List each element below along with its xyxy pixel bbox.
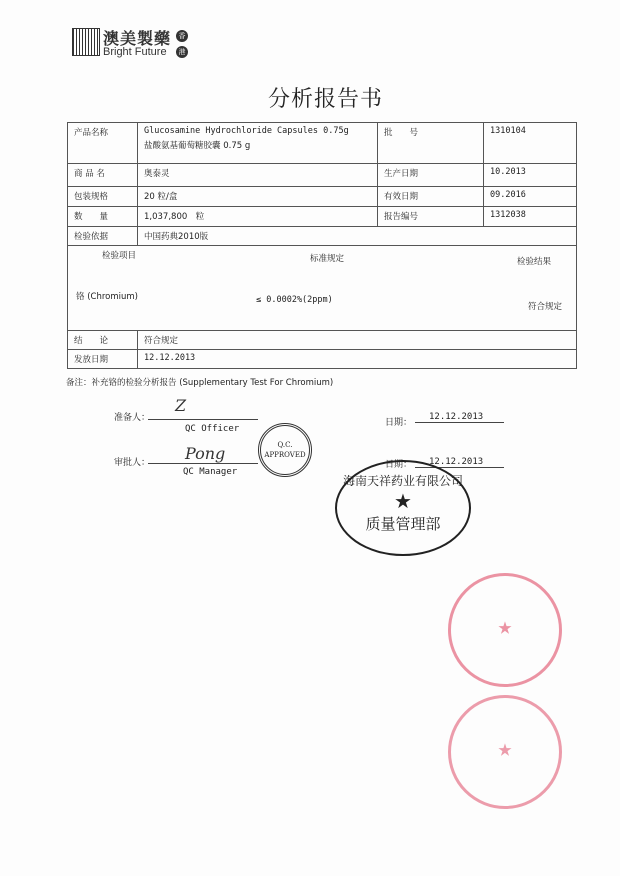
report-no-label: 报告编号 <box>378 207 484 227</box>
test-spec-header: 标准规定 <box>310 254 345 264</box>
test-spec: ≤ 0.0002%(2ppm) <box>256 295 333 305</box>
batch-value: 1310104 <box>484 123 577 164</box>
star-icon: ★ <box>394 489 412 513</box>
mfg-date-label: 生产日期 <box>378 164 484 187</box>
logo-badge: 香 <box>176 30 188 42</box>
red-stamp-1 <box>448 573 562 687</box>
company-stamp-dept: 质量管理部 <box>365 515 441 533</box>
issue-date-label: 发放日期 <box>68 350 138 369</box>
qc-approved-stamp: Q.C. APPROVED <box>258 423 312 477</box>
company-stamp-name: 海南天祥药业有限公司 <box>342 474 463 488</box>
report-table <box>67 122 577 369</box>
product-name-cn: 盐酸氨基葡萄糖胶囊 0.75 g <box>144 141 251 151</box>
prepared-signature-line <box>148 419 258 420</box>
conclusion-label: 结 论 <box>68 331 138 350</box>
company-logo-icon <box>72 28 100 56</box>
approved-label: 审批人： <box>114 458 151 468</box>
product-name-value <box>138 123 378 164</box>
star-icon: ★ <box>497 612 513 640</box>
qty-label: 数 量 <box>68 207 138 227</box>
trade-name-value: 奥泰灵 <box>138 164 378 187</box>
report-no-value: 1312038 <box>484 207 577 227</box>
prepared-label: 准备人： <box>114 413 151 423</box>
pack-label: 包装规格 <box>68 187 138 207</box>
exp-date-value: 09.2016 <box>484 187 577 207</box>
test-result-header: 检验结果 <box>517 257 552 267</box>
product-name-en: Glucosamine Hydrochloride Capsules 0.75g <box>144 126 349 136</box>
test-section <box>68 246 577 331</box>
product-name-label: 产品名称 <box>68 123 138 164</box>
pack-value: 20 粒/盒 <box>138 187 378 207</box>
basis-value: 中国药典2010版 <box>138 227 577 246</box>
prepared-signature: Z <box>175 396 187 415</box>
batch-label: 批 号 <box>378 123 484 164</box>
test-item-header: 检验项目 <box>102 251 137 261</box>
logo-badge: 港 <box>176 46 188 58</box>
date-label-1: 日期： <box>385 418 413 428</box>
red-stamp-2 <box>448 695 562 809</box>
logo-english: Bright Future <box>103 46 167 58</box>
date-label-2: 日期： <box>385 460 413 470</box>
conclusion-value: 符合规定 <box>138 331 577 350</box>
exp-date-label: 有效日期 <box>378 187 484 207</box>
date-value-1: 12.12.2013 <box>415 412 504 423</box>
mfg-date-value: 10.2013 <box>484 164 577 187</box>
issue-date-value: 12.12.2013 <box>138 350 577 369</box>
star-icon: ★ <box>497 734 513 762</box>
test-result: 符合规定 <box>528 302 563 312</box>
date-value-2: 12.12.2013 <box>415 457 504 468</box>
remark: 备注：补充铬的检验分析报告 (Supplementary Test For Chromium) <box>66 378 334 388</box>
test-item: 铬 (Chromium) <box>76 292 138 302</box>
prepared-role: QC Officer <box>185 424 240 434</box>
trade-name-label: 商 品 名 <box>68 164 138 187</box>
basis-label: 检验依据 <box>68 227 138 246</box>
logo-chinese: 澳美製藥 <box>103 29 172 48</box>
approved-signature: Pong <box>185 444 226 463</box>
qty-value: 1,037,800 粒 <box>138 207 378 227</box>
company-stamp <box>335 460 471 556</box>
approved-role: QC Manager <box>183 467 238 477</box>
page-title: 分析报告书 <box>268 87 384 112</box>
approved-signature-line <box>148 463 258 464</box>
